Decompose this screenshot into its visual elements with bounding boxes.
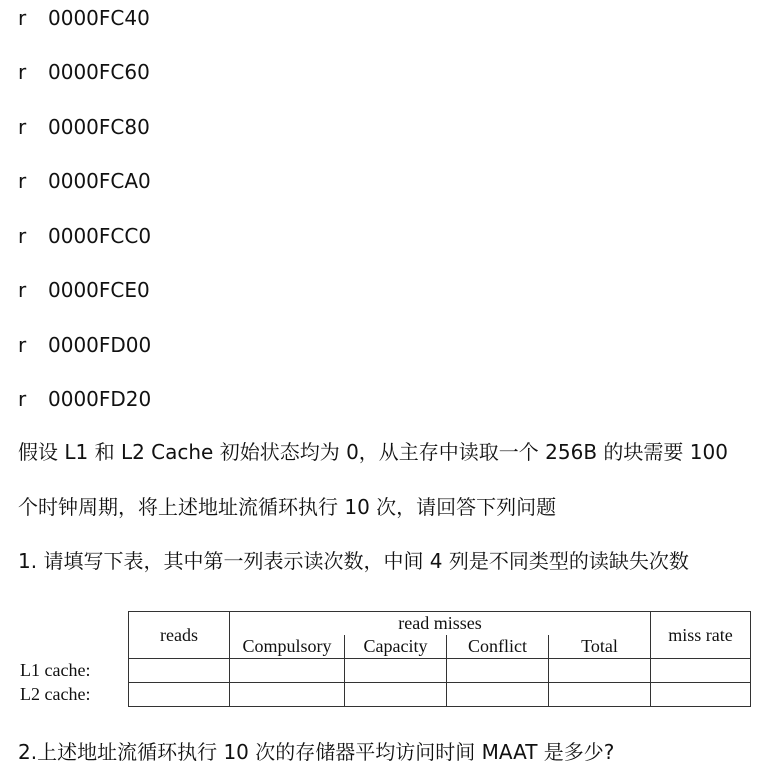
- trace-address: 0000FC40: [48, 6, 150, 30]
- trace-op: r: [18, 333, 27, 357]
- trace-op: r: [18, 6, 27, 30]
- trace-line-1: [18, 6, 150, 30]
- question-1: 1. 请填写下表，其中第一列表示读次数，中间 4 列是不同类型的读缺失次数: [18, 549, 689, 573]
- trace-line-7: [18, 333, 151, 357]
- trace-address: 0000FC80: [48, 115, 150, 139]
- header-conflict: Conflict: [447, 635, 549, 659]
- row-label-l2: L2 cache:: [20, 684, 91, 704]
- trace-op: r: [18, 60, 27, 84]
- trace-address: 0000FD00: [48, 333, 152, 357]
- trace-op: r: [18, 387, 27, 411]
- trace-op: r: [18, 115, 27, 139]
- trace-address: 0000FC60: [48, 60, 150, 84]
- trace-address: 0000FCE0: [48, 278, 150, 302]
- cache-miss-table: [20, 611, 751, 707]
- cell-l1-conflict[interactable]: [447, 659, 549, 683]
- cell-l1-capacity[interactable]: [345, 659, 447, 683]
- cell-l2-compulsory[interactable]: [230, 683, 345, 707]
- trace-op: r: [18, 278, 27, 302]
- cell-l1-total[interactable]: [549, 659, 651, 683]
- table-row: [20, 683, 751, 707]
- problem-paragraph-2: 个时钟周期，将上述地址流循环执行 10 次，请回答下列问题: [18, 495, 557, 519]
- cell-l2-miss-rate[interactable]: [651, 683, 751, 707]
- cell-l2-total[interactable]: [549, 683, 651, 707]
- cell-l1-reads[interactable]: [129, 659, 230, 683]
- trace-line-2: [18, 60, 150, 84]
- trace-line-4: [18, 169, 151, 193]
- cell-l1-compulsory[interactable]: [230, 659, 345, 683]
- header-miss-rate: miss rate: [651, 612, 751, 659]
- trace-address: 0000FD20: [48, 387, 152, 411]
- cell-l2-reads[interactable]: [129, 683, 230, 707]
- cell-l1-miss-rate[interactable]: [651, 659, 751, 683]
- trace-line-3: [18, 115, 150, 139]
- header-reads: reads: [129, 612, 230, 659]
- trace-op: r: [18, 169, 27, 193]
- trace-line-6: [18, 278, 150, 302]
- table-row: [20, 659, 751, 683]
- cell-l2-capacity[interactable]: [345, 683, 447, 707]
- row-label-l1: L1 cache:: [20, 660, 91, 680]
- question-2: 2.上述地址流循环执行 10 次的存储器平均访问时间 MAAT 是多少?: [18, 740, 615, 764]
- problem-paragraph-1: 假设 L1 和 L2 Cache 初始状态均为 0，从主存中读取一个 256B 的块需要 100: [18, 440, 728, 464]
- trace-line-8: [18, 387, 151, 411]
- trace-op: r: [18, 224, 27, 248]
- cell-l2-conflict[interactable]: [447, 683, 549, 707]
- trace-line-5: [18, 224, 151, 248]
- header-total: Total: [549, 635, 651, 659]
- header-capacity: Capacity: [345, 635, 447, 659]
- header-compulsory: Compulsory: [230, 635, 345, 659]
- trace-address: 0000FCC0: [48, 224, 152, 248]
- header-read-misses: read misses: [230, 612, 651, 636]
- trace-address: 0000FCA0: [48, 169, 151, 193]
